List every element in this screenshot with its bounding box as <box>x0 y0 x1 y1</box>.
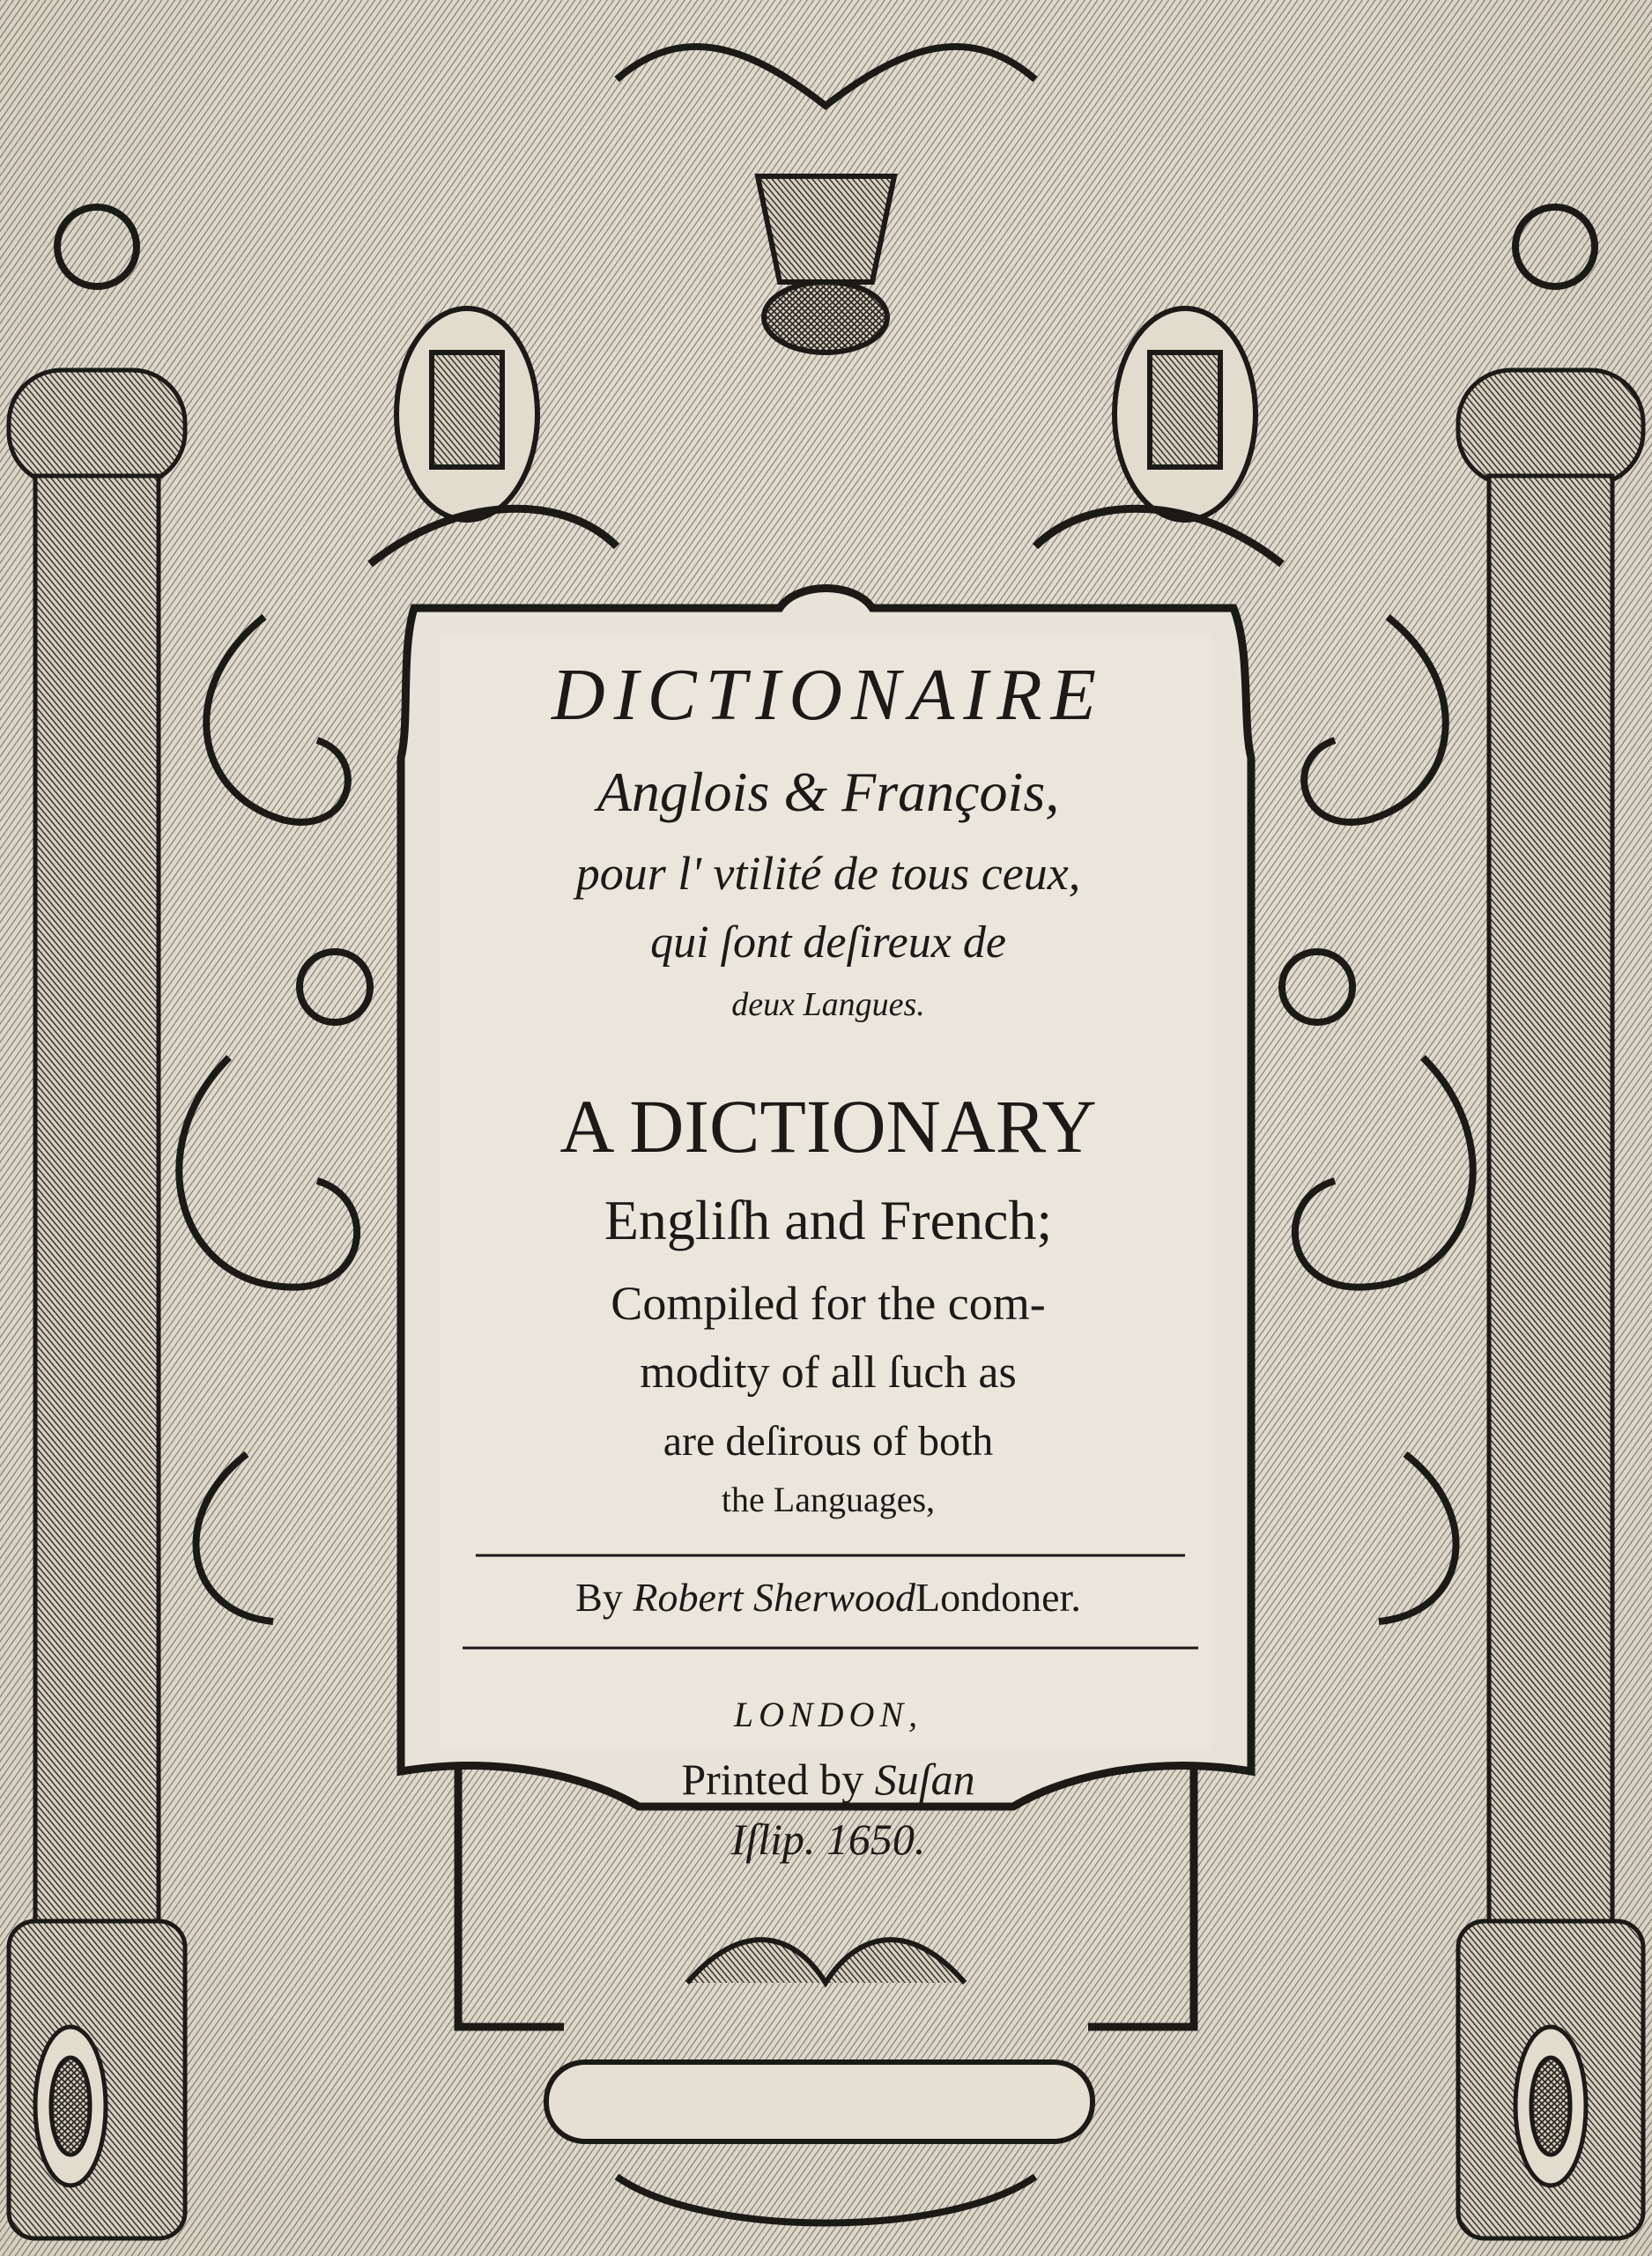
english-line-2: Compiled for the com- <box>611 1277 1046 1330</box>
author-suffix: Londoner. <box>915 1575 1081 1620</box>
author-line <box>458 1574 1198 1621</box>
english-line-3: modity of all ſuch as <box>640 1347 1017 1398</box>
french-line-4: deux Langues. <box>731 986 925 1023</box>
imprint-printed-by: Printed by <box>681 1755 864 1804</box>
imprint-printer-last: Iſlip. <box>730 1814 816 1864</box>
french-line-3: qui ſont deſireux de <box>650 917 1006 968</box>
imprint-date-line <box>458 1814 1198 1865</box>
author-name: Robert Sherwood <box>633 1575 916 1620</box>
english-title: A DICTIONARY <box>559 1084 1097 1169</box>
imprint-printer-line <box>458 1754 1198 1805</box>
french-title: DICTIONAIRE <box>552 654 1105 736</box>
french-line-1: Anglois & François, <box>596 761 1060 823</box>
english-line-4: are deſirous of both <box>663 1418 994 1465</box>
imprint-city: LONDON, <box>733 1695 923 1734</box>
imprint-printer-first: Suſan <box>874 1755 975 1804</box>
french-line-2: pour l' vtilité de tous ceux, <box>575 847 1081 900</box>
english-line-5: the Languages, <box>721 1480 936 1519</box>
english-line-1: Engliſh and French; <box>604 1189 1053 1251</box>
left-column <box>9 370 185 2238</box>
imprint-year: 1650. <box>826 1814 926 1864</box>
author-by: By <box>575 1575 623 1620</box>
